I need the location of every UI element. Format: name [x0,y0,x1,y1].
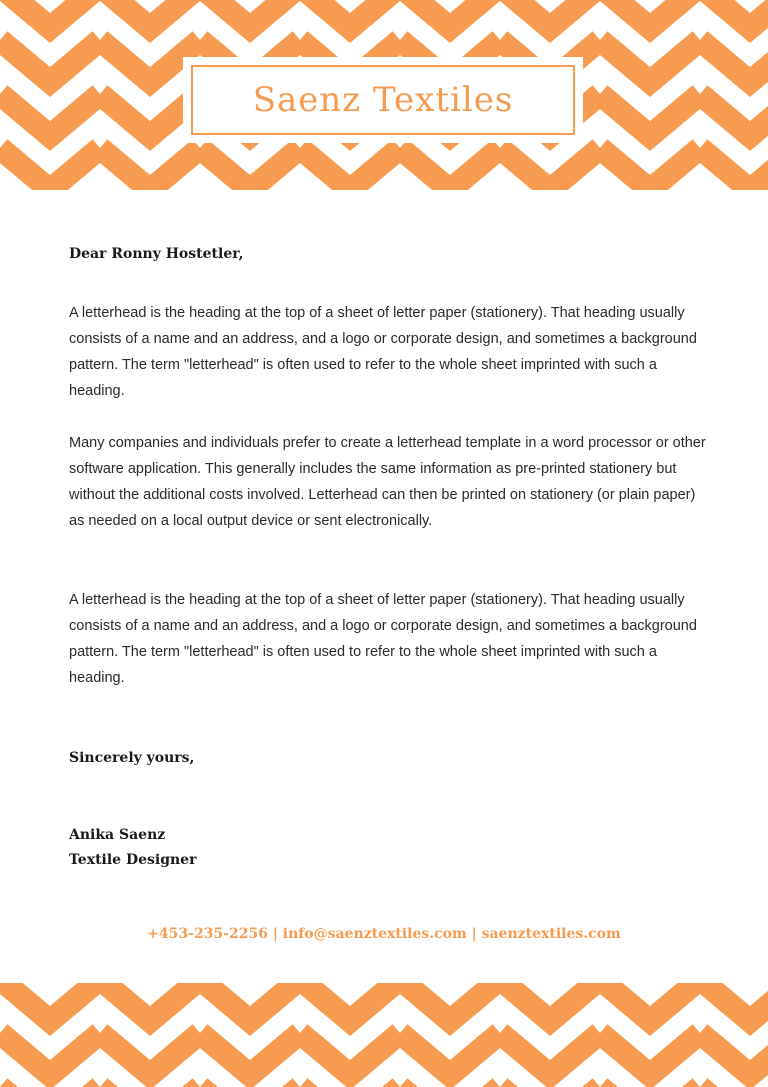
signer-title: Textile Designer [69,852,197,868]
footer-contact: +453-235-2256 | info@saenztextiles.com | saenztextiles.com [147,926,621,942]
chevron-pattern-graphic-bottom [0,983,768,1087]
company-title-box [183,57,583,143]
bottom-chevron-pattern [0,983,768,1087]
title-frame [191,65,575,135]
signer-name: Anika Saenz [69,827,166,843]
greeting: Dear Ronny Hostetler, [69,246,244,262]
body-paragraph-2: Many companies and individuals prefer to create a letterhead template in a word processor or other software application. This generally includes the same information as pre-printed stationery but without the additional costs involved. Letterhead can then be printed on stationery (or plain paper) as needed on a local output device or sent electronically. [69,435,706,529]
body-paragraph-3: A letterhead is the heading at the top of a sheet of letter paper (stationery). That heading usually consists of a name and an address, and a logo or corporate design, and sometimes a background pattern. The term "letterhead" is often used to refer to the whole sheet imprinted with such a heading. [69,592,697,686]
body-paragraph-1: A letterhead is the heading at the top of a sheet of letter paper (stationery). That heading usually consists of a name and an address, and a logo or corporate design, and sometimes a background pattern. The term "letterhead" is often used to refer to the whole sheet imprinted with such a heading. [69,305,697,399]
company-name: Saenz Textiles [252,80,514,120]
closing: Sincerely yours, [69,750,195,766]
